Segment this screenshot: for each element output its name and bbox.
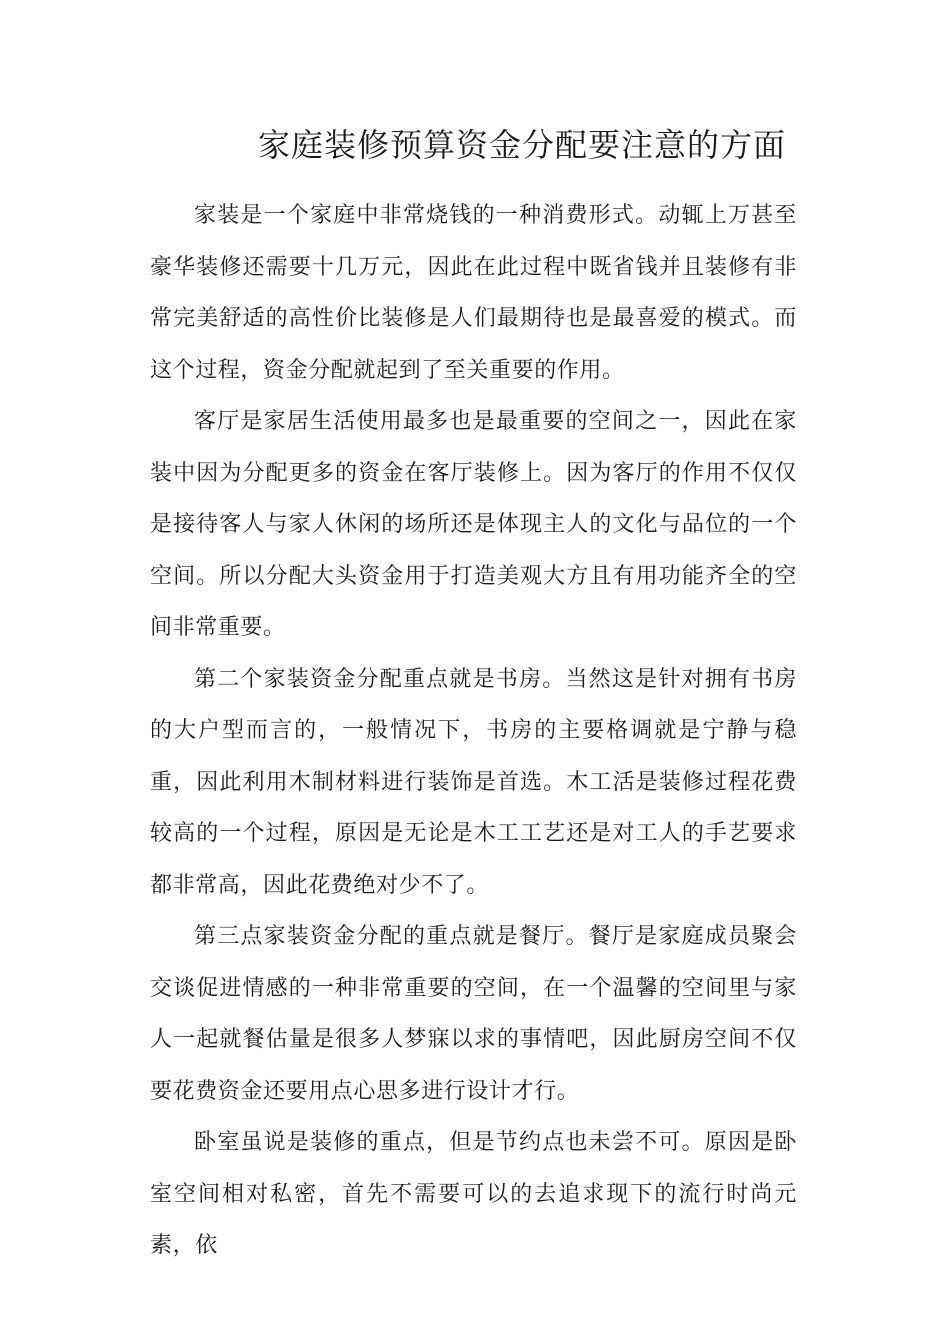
paragraph-dining-room: 第三点家装资金分配的重点就是餐厅。餐厅是家庭成员聚会交谈促进情感的一种非常重要的空间，在一个温馨的空间里与家人一起就餐估量是很多人梦寐以求的事情吧，因此厨房空间不仅要花费资金还要用点心思多进行设计才行。 — [150, 924, 797, 1104]
paragraph-living-room: 客厅是家居生活使用最多也是最重要的空间之一，因此在家装中因为分配更多的资金在客厅装修上。因为客厅的作用不仅仅是接待客人与家人休闲的场所还是体现主人的文化与品位的一个空间。所以分配大头资金用于打造美观大方且有用功能齐全的空间非常重要。 — [150, 409, 797, 640]
document-body — [150, 190, 797, 1272]
paragraph-intro: 家装是一个家庭中非常烧钱的一种消费形式。动辄上万甚至豪华装修还需要十几万元，因此在此过程中既省钱并且装修有非常完美舒适的高性价比装修是人们最期待也是最喜爱的模式。而这个过程，资金分配就起到了至关重要的作用。 — [150, 203, 797, 383]
paragraph-study: 第二个家装资金分配重点就是书房。当然这是针对拥有书房的大户型而言的，一般情况下，书房的主要格调就是宁静与稳重，因此利用木制材料进行装饰是首选。木工活是装修过程花费较高的一个过程，原因是无论是木工工艺还是对工人的手艺要求都非常高，因此花费绝对少不了。 — [150, 666, 797, 898]
document-title: 家庭装修预算资金分配要注意的方面 — [257, 126, 786, 164]
paragraph-bedroom: 卧室虽说是装修的重点，但是节约点也未尝不可。原因是卧室空间相对私密，首先不需要可以的去追求现下的流行时尚元素，依 — [150, 1130, 797, 1258]
